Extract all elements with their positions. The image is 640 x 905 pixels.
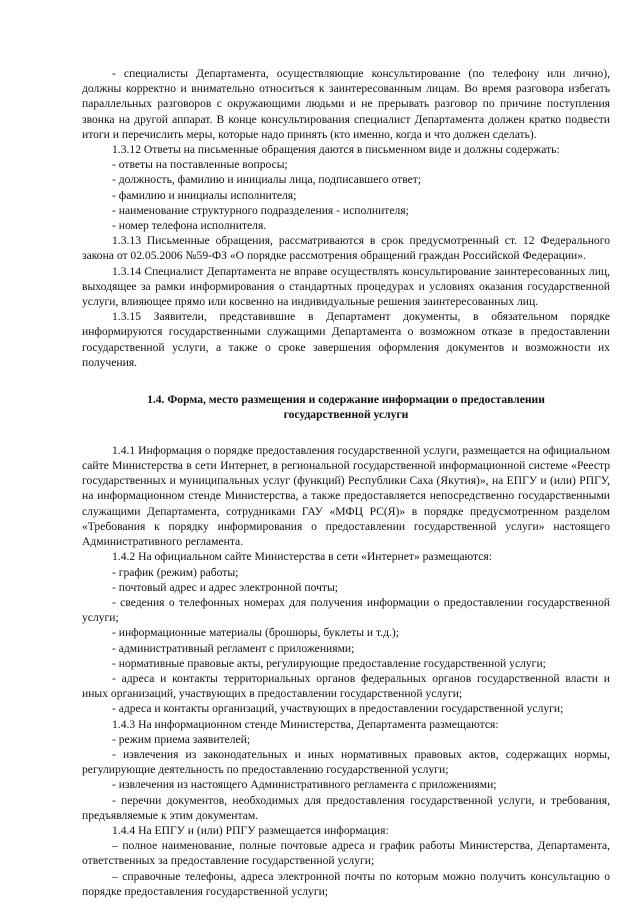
list-item: - административный регламент с приложениями; xyxy=(112,641,355,655)
list-item: - извлечения из настоящего Административного регламента с приложениями; xyxy=(112,778,497,792)
section-heading-1-4: 1.4. Форма, место размещения и содержание информации о предоставлении государственной услуги xyxy=(147,393,545,422)
list-item: - адреса и контакты организаций, участвующих в предоставлении государственной услуги; xyxy=(112,702,564,716)
list-item: - должность, фамилию и инициалы лица, подписавшего ответ; xyxy=(112,173,422,187)
list-item: - номер телефона исполнителя. xyxy=(112,219,267,233)
paragraph-1-3-12: 1.3.12 Ответы на письменные обращения даются в письменном виде и должны содержать: xyxy=(112,143,560,157)
paragraph-consultation-conduct: - специалисты Департамента, осуществляющие консультирование (по телефону или лично), должны корректно и внимательно относиться к заинтересованным лицам. Во время разговора избегать параллельных разговоров с окружающими людьми и не прерывать разговор по причине поступления звонка на другой аппарат. В конце консультирования специалист Департамента должен кратко подвести итоги и перечислить меры, которые надо принять (кто именно, когда и что должен сделать). xyxy=(82,67,610,141)
paragraph-1-4-2: 1.4.2 На официальном сайте Министерства в сети «Интернет» размещаются: xyxy=(112,550,492,564)
list-item: - ответы на поставленные вопросы; xyxy=(112,158,288,172)
paragraph-1-3-13: 1.3.13 Письменные обращения, рассматриваются в срок предусмотренный ст. 12 Федерального закона от 02.05.2006 №59-ФЗ «О порядке рассмотрения обращений граждан Российской Федерации». xyxy=(82,234,610,263)
paragraph-1-4-3: 1.4.3 На информационном стенде Министерства, Департамента размещаются: xyxy=(112,717,499,731)
list-item: - почтовый адрес и адрес электронной почты; xyxy=(112,580,339,594)
list-item: - извлечения из законодательных и иных нормативных правовых актов, содержащих нормы, регулирующие деятельность по предоставлению государственной услуги; xyxy=(82,747,610,777)
list-item: - график (режим) работы; xyxy=(112,565,239,579)
paragraph-1-3-15: 1.3.15 Заявители, представившие в Департамент документы, в обязательном порядке информируются государственными служащими Департамента о возможном отказе в предоставлении государственной услуги, а также о сроке завершения оформления документов и возможности их получения. xyxy=(82,310,610,369)
list-item: - сведения о телефонных номерах для получения информации о предоставлении государственной услуги; xyxy=(82,595,610,625)
list-item: – справочные телефоны, адреса электронной почты по которым можно получить консультацию о порядке предоставления государственной услуги; xyxy=(82,869,610,898)
paragraph-1-4-1: 1.4.1 Информация о порядке предоставления государственной услуги, размещается на официальном сайте Министерства в сети Интернет, в региональной государственной информационной системе «Реестр государственных и муниципальных услуг (функций) Республики Саха (Якутия)», на ЕПГУ и (или) РПГУ, на информационном стенде Министерства, а также предоставляется непосредственно государственными служащими Департамента, сотрудниками ГАУ «МФЦ РС(Я)» в порядке предусмотренном разделом «Требования к порядку информирования о предоставлении государственной услуги» настоящего Административного регламента. xyxy=(82,443,610,549)
list-item: - адреса и контакты территориальных органов федеральных органов государственной власти и иных организаций, участвующих в предоставлении государственной услуги; xyxy=(82,671,610,701)
list-item: - нормативные правовые акты, регулирующие предоставление государственной услуги; xyxy=(112,656,546,670)
list-item: - перечни документов, необходимых для предоставления государственной услуги, и требования, предъявляемые к этим документам. xyxy=(82,793,610,822)
list-item: - наименование структурного подразделения - исполнителя; xyxy=(112,203,409,217)
list-item: - режим приема заявителей; xyxy=(112,732,251,746)
list-item: – полное наименование, полные почтовые адреса и график работы Министерства, Департамента, ответственных за предоставление государственной услуги; xyxy=(82,839,610,868)
list-item: - информационные материалы (брошюры, буклеты и т.д.); xyxy=(112,626,399,640)
list-item: - фамилию и инициалы исполнителя; xyxy=(112,188,297,202)
paragraph-1-4-4: 1.4.4 На ЕПГУ и (или) РПГУ размещается информация: xyxy=(112,823,389,837)
paragraph-1-3-14: 1.3.14 Специалист Департамента не вправе осуществлять консультирование заинтересованных лиц, выходящее за рамки информирования о стандартных процедурах и условиях оказания государственной услуги, влияющее прямо или косвенно на индивидуальные решения заинтересованных лиц. xyxy=(82,264,610,309)
